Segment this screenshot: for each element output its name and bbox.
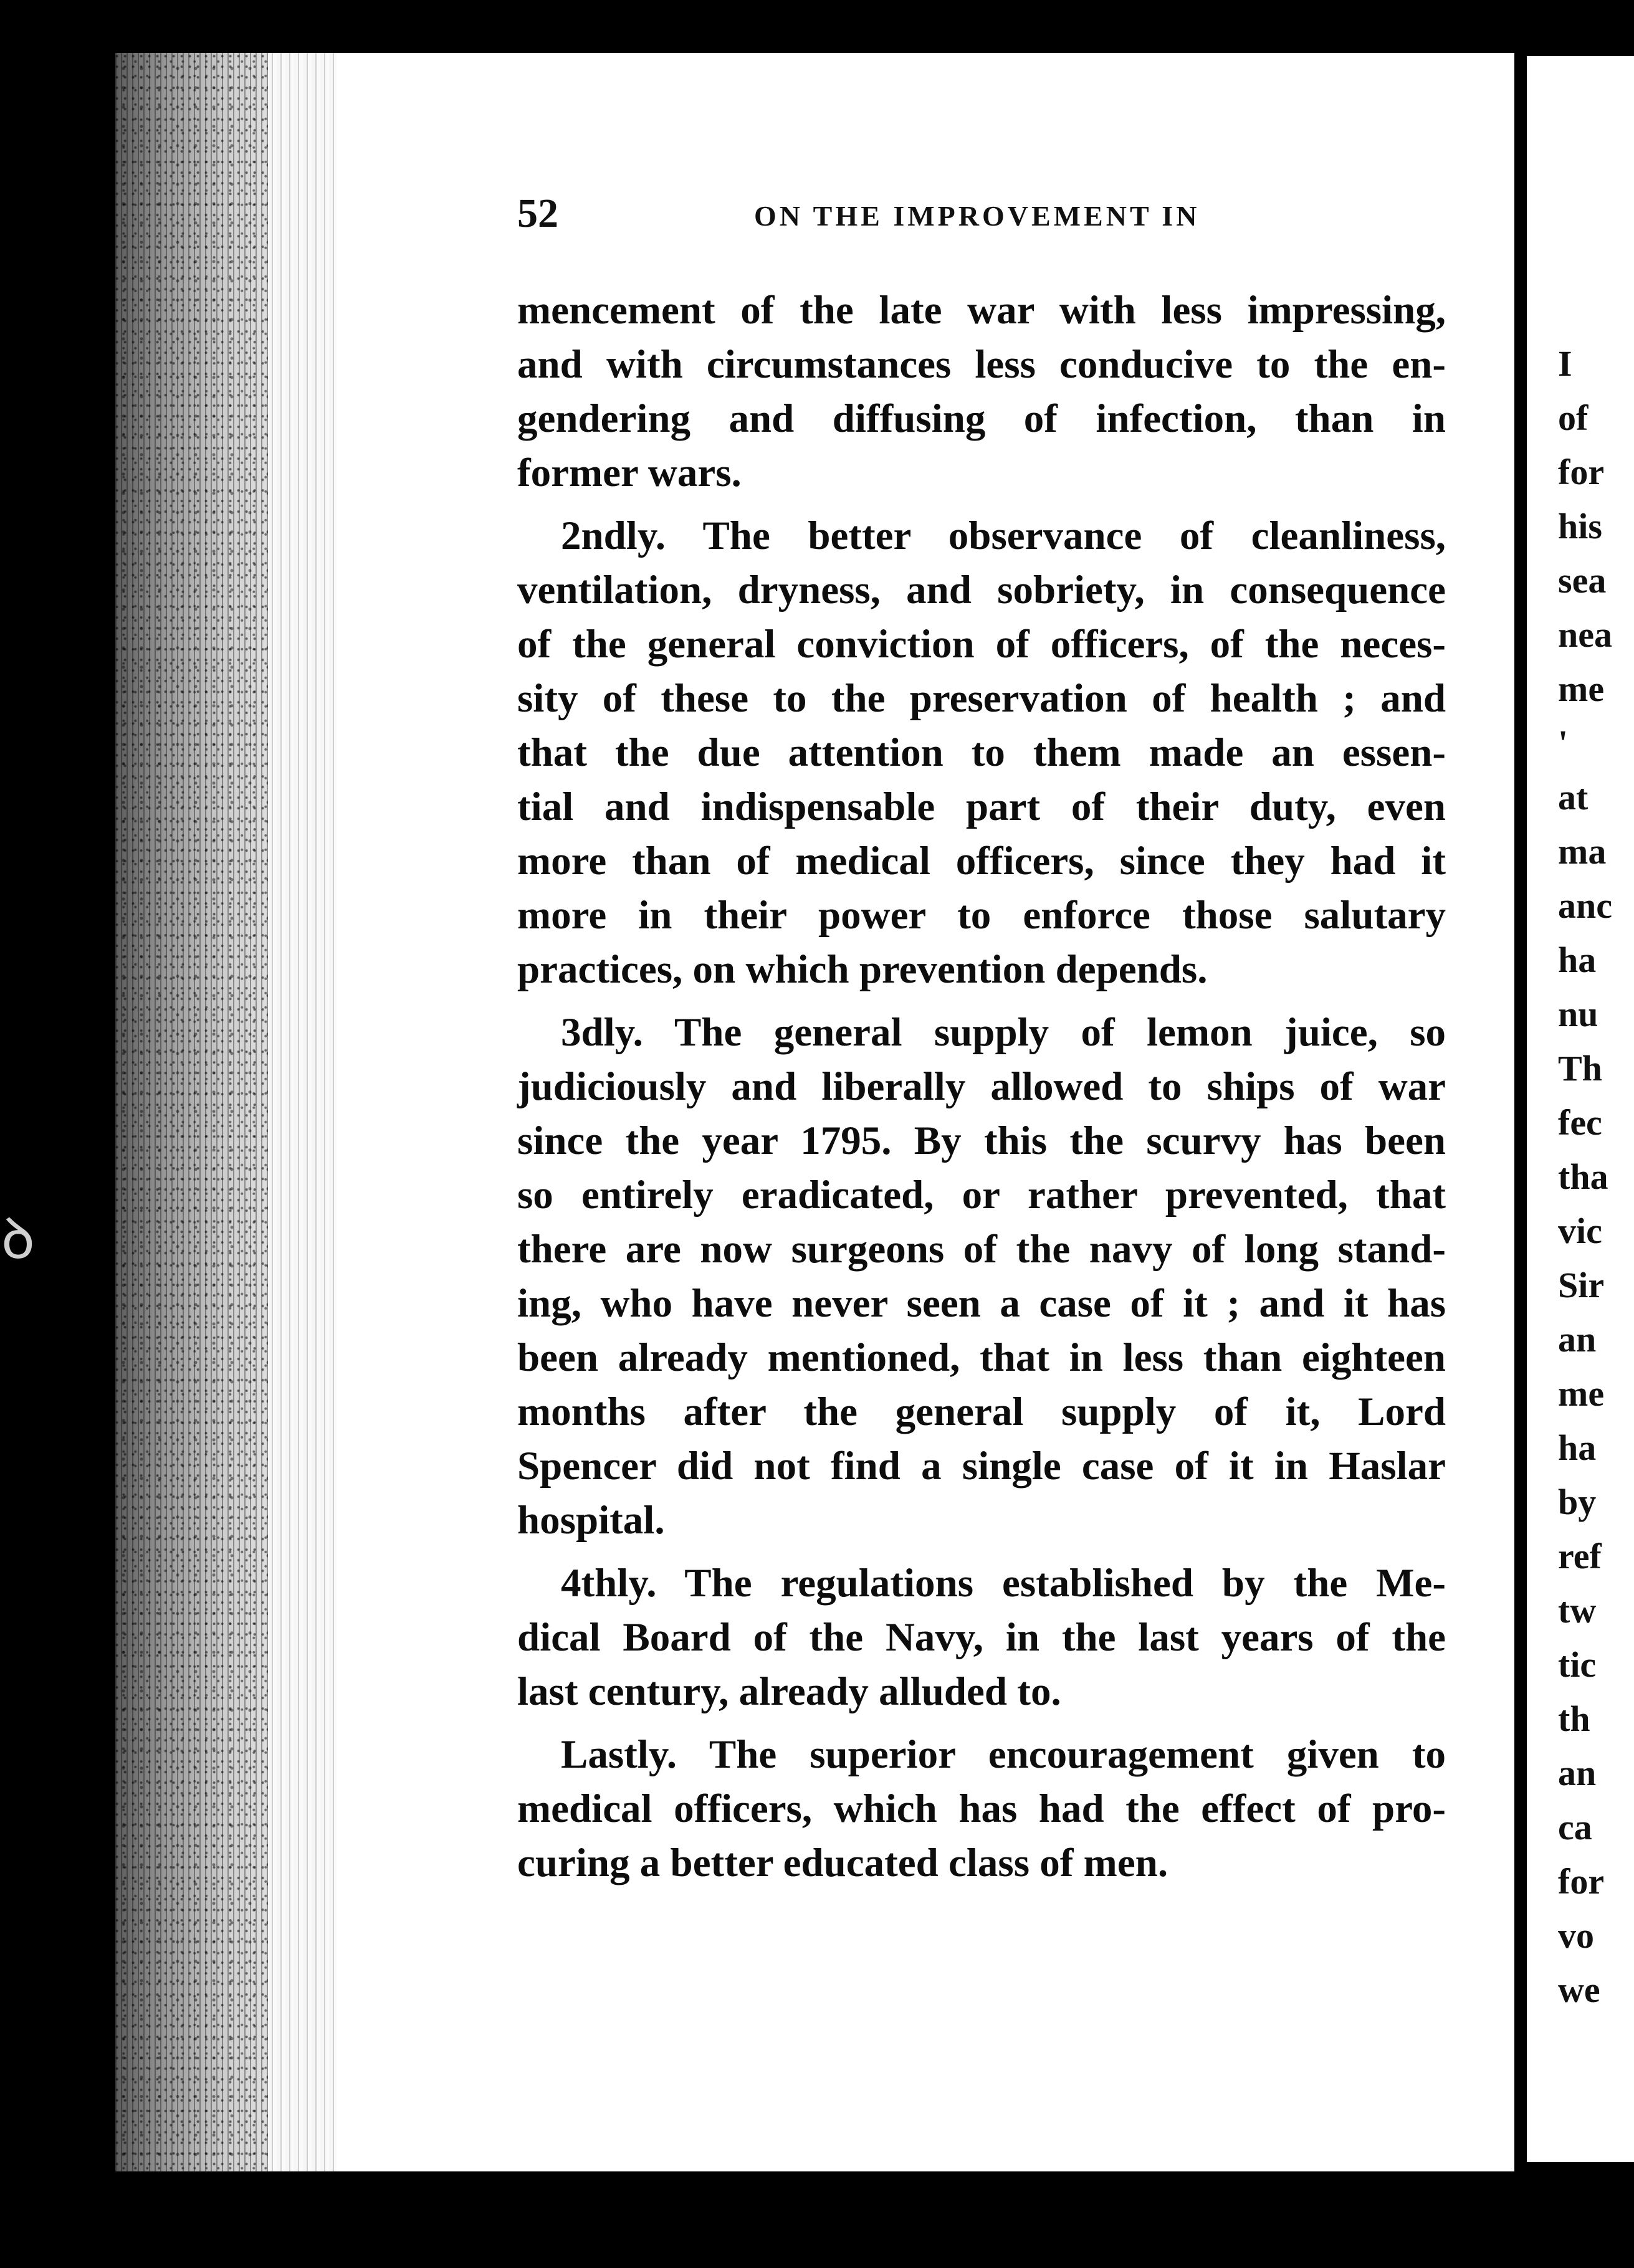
facing-page-fragment: nea — [1558, 614, 1612, 655]
paragraph — [517, 509, 1446, 997]
facing-page-fragment: me — [1558, 669, 1605, 709]
book-page — [337, 53, 1514, 2171]
text-line: 4thly. The regulations established by the Me- — [561, 1561, 1446, 1606]
facing-page-fragment: nu — [1558, 994, 1598, 1034]
left-margin-mark: ꝺ — [1, 1209, 35, 1270]
facing-page-fragment: anc — [1558, 885, 1612, 926]
facing-page-fragment: an — [1558, 1753, 1597, 1793]
facing-page-fragment: an — [1558, 1319, 1597, 1360]
page-number: 52 — [517, 191, 558, 236]
facing-page-fragment: for — [1558, 1861, 1605, 1902]
facing-page-fragment: sea — [1558, 560, 1607, 601]
facing-page-fragment: by — [1558, 1482, 1597, 1522]
text-line: more in their power to enforce those salutary — [517, 893, 1446, 938]
text-line: more than of medical officers, since they had it — [517, 839, 1446, 884]
text-line: last century, already alluded to. — [517, 1669, 1061, 1714]
text-line: there are now surgeons of the navy of long stand- — [517, 1227, 1446, 1272]
facing-page-fragment: his — [1558, 506, 1602, 546]
paragraph — [517, 1556, 1446, 1719]
facing-page-fragment: tha — [1558, 1156, 1608, 1197]
facing-page-fragment: me — [1558, 1373, 1605, 1414]
facing-page-fragment: fec — [1558, 1102, 1602, 1143]
paragraph — [517, 284, 1446, 500]
facing-page-fragment: we — [1558, 1970, 1600, 2010]
text-line: former wars. — [517, 450, 742, 495]
text-line: ventilation, dryness, and sobriety, in consequence — [517, 568, 1446, 612]
text-line: dical Board of the Navy, in the last years of the — [517, 1615, 1446, 1660]
facing-page-fragment: ref — [1558, 1536, 1602, 1576]
text-line: and with circumstances less conducive to the en- — [517, 342, 1446, 387]
text-line: months after the general supply of it, Lord — [517, 1389, 1446, 1434]
text-line: medical officers, which has had the effect of pro- — [517, 1786, 1446, 1831]
facing-page-fragment: Sir — [1558, 1265, 1605, 1305]
text-line: tial and indispensable part of their duty, even — [517, 784, 1446, 829]
text-line: gendering and diffusing of infection, than in — [517, 396, 1446, 441]
text-line: mencement of the late war with less impressing, — [517, 288, 1446, 333]
facing-page — [1527, 56, 1634, 2162]
facing-page-fragment: ca — [1558, 1807, 1592, 1847]
facing-page-fragment: vic — [1558, 1211, 1602, 1251]
text-line: practices, on which prevention depends. — [517, 947, 1208, 992]
facing-page-fragment: for — [1558, 452, 1605, 492]
paragraph — [517, 1728, 1446, 1890]
facing-page-text — [1558, 336, 1634, 2017]
facing-page-fragment: vo — [1558, 1915, 1594, 1956]
paragraph — [517, 1006, 1446, 1548]
text-line: so entirely eradicated, or rather prevented, that — [517, 1173, 1446, 1217]
text-line: 3dly. The general supply of lemon juice, so — [561, 1010, 1446, 1055]
facing-page-fragment: Th — [1558, 1048, 1602, 1089]
text-line: curing a better educated class of men. — [517, 1841, 1168, 1885]
facing-page-fragment: I — [1558, 343, 1572, 384]
text-line: ing, who have never seen a case of it ; and it has — [517, 1281, 1446, 1326]
facing-page-fragment: tic — [1558, 1644, 1597, 1685]
facing-page-fragment: of — [1558, 398, 1589, 438]
body-text — [517, 284, 1446, 1890]
text-line: Spencer did not find a single case of it in Haslar — [517, 1444, 1446, 1489]
text-line: Lastly. The superior encouragement given to — [561, 1732, 1446, 1777]
facing-page-fragment: ha — [1558, 940, 1597, 980]
text-line: been already mentioned, that in less than eighteen — [517, 1335, 1446, 1380]
facing-page-fragment: at — [1558, 777, 1589, 817]
text-line: sity of these to the preservation of health ; and — [517, 676, 1446, 721]
text-line: since the year 1795. By this the scurvy has been — [517, 1118, 1446, 1163]
facing-page-fragment: tw — [1558, 1590, 1597, 1631]
text-line: 2ndly. The better observance of cleanliness, — [561, 513, 1446, 558]
page-edge-strip — [268, 53, 337, 2171]
text-line: hospital. — [517, 1498, 665, 1543]
running-title: ON THE IMPROVEMENT IN — [754, 200, 1200, 232]
facing-page-fragment: ' — [1558, 723, 1569, 763]
text-line: of the general conviction of officers, of the neces- — [517, 622, 1446, 667]
facing-page-fragment: ma — [1558, 831, 1607, 872]
text-line: that the due attention to them made an essen- — [517, 730, 1446, 775]
facing-page-fragment: th — [1558, 1699, 1590, 1739]
facing-page-fragment: ha — [1558, 1427, 1597, 1468]
text-line: judiciously and liberally allowed to ships of war — [517, 1064, 1446, 1109]
